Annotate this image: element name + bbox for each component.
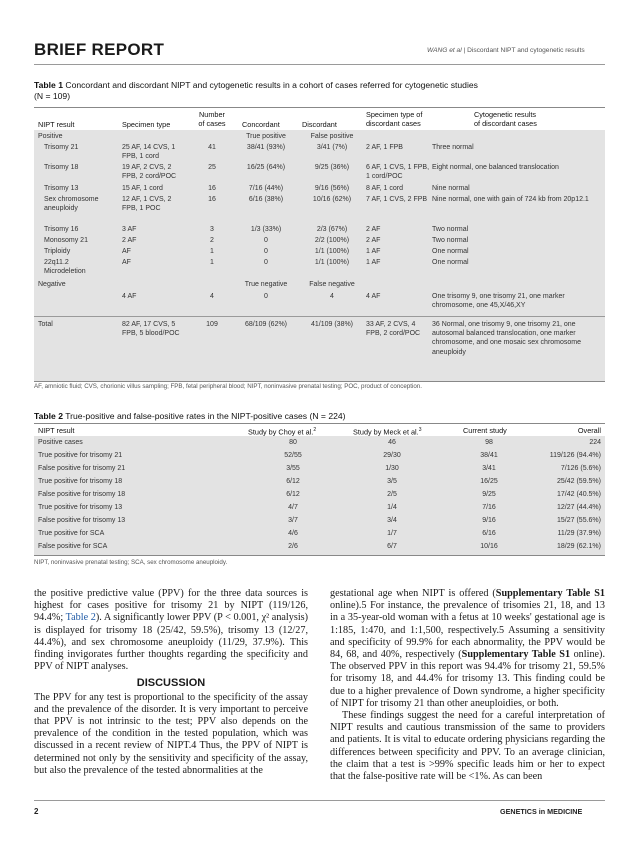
table1-cell-n: 16 (208, 185, 216, 192)
table2-cell-choy: 6/12 (286, 478, 300, 485)
table1-cell-result: Total (38, 321, 53, 328)
table1-cell-disc-specimen: 2 AF (366, 237, 381, 244)
table2-cell-choy: 52/55 (284, 452, 302, 459)
table1-label: Table 1 (34, 80, 63, 90)
table1-rows (34, 130, 605, 381)
table1-cell-n: 1 (210, 248, 214, 255)
t2-hdr-choy-text: Study by Choy et al. (248, 427, 314, 437)
table1-cell-n: 16 (208, 196, 216, 203)
footer-rule (34, 800, 605, 801)
table1-cell-cyto: One trisomy 9, one trisomy 21, one marker chromosome, one 45,X/46,XY (432, 293, 565, 310)
table1-group-concordant: True negative (244, 281, 288, 288)
table2-cell-meck: 6/7 (387, 543, 397, 550)
table1-cell-specimen: 2 AF (122, 237, 137, 244)
table2-cell-choy: 2/6 (288, 543, 298, 550)
table2-cell-overall: 18/29 (62.1%) (557, 543, 601, 550)
supplementary-table-s1-ref-2[interactable]: Supplementary Table S1 (461, 649, 571, 661)
t1-hdr-number (190, 110, 234, 128)
t1-hdr-cyto-l1: Cytogenetic results (474, 110, 537, 119)
table1-cell-cyto: One normal (432, 248, 469, 255)
table2-caption-text: True-positive and false-positive rates in the NIPT-positive cases (N = 224) (65, 411, 346, 421)
table1-cell-n: 25 (208, 164, 216, 171)
table1-cell-cyto: Nine normal (432, 185, 470, 192)
running-header-title: Discordant NIPT and cytogenetic results (467, 47, 585, 54)
table2-cell-current: 7/16 (482, 504, 496, 511)
table2-cell-result: True positive for SCA (38, 530, 105, 537)
table1-caption (34, 80, 604, 101)
table2-cell-current: 10/16 (480, 543, 498, 550)
table1-cell-discordant: 9/16 (56%) (314, 185, 350, 192)
table2-footnote: NIPT, noninvasive prenatal testing; SCA, sex chromosome aneuploidy. (34, 559, 228, 566)
table1-cell-concordant: 7/16 (44%) (248, 185, 284, 192)
table2-cell-overall: 25/42 (59.5%) (557, 478, 601, 485)
table2-cell-overall: 119/126 (94.4%) (549, 452, 601, 459)
table1-cell-result: Trisomy 16 (44, 226, 79, 233)
t1-hdr-cyto-l2: of discordant cases (474, 119, 537, 128)
table1-cell-discordant: 2/3 (67%) (316, 226, 348, 233)
running-header (427, 47, 585, 54)
table1-cell-n: 4 (210, 293, 214, 300)
table2-cell-choy: 4/7 (288, 504, 298, 511)
table1-n: (N = 109) (34, 90, 71, 101)
table1-cell-specimen: 19 AF, 2 CVS, 2 FPB, 2 cord/POC (122, 164, 177, 181)
table1 (34, 107, 605, 381)
table2-cell-current: 98 (485, 439, 493, 446)
table1-cell-cyto: Two normal (432, 226, 469, 233)
table1-cell-specimen: 15 AF, 1 cord (122, 185, 163, 192)
table1-cell-cyto: Eight normal, one balanced translocation (432, 164, 559, 171)
body-right-p1c: online). The observed PPV in this report was 94.4% for trisomy 21, 59.5% for trisomy 18, and 44.4% for trisomy 13. This finding could be due to a higher prevalence of Down syndrome, a higher specificity of NIPT for trisomy 21 than other aneuploidies, or both. (330, 649, 605, 709)
table1-cell-disc-specimen: 33 AF, 2 CVS, 4 FPB, 2 cord/POC (366, 321, 421, 338)
t1-hdr-concordant: Concordant (242, 120, 280, 129)
table1-group-concordant: True positive (246, 133, 286, 140)
table1-group-discordant: False positive (310, 133, 354, 140)
t1-hdr-number-l2: of cases (198, 119, 226, 128)
table2-cell-overall: 7/126 (5.6%) (560, 465, 601, 472)
table1-cell-n: 41 (208, 144, 216, 151)
table1-cell-n: 2 (210, 237, 214, 244)
body-left-column (34, 588, 308, 777)
table1-cell-disc-specimen: 7 AF, 1 CVS, 2 FPB (366, 196, 428, 203)
table1-caption-text: Concordant and discordant NIPT and cytogenetic results in a cohort of cases referred for cytogenetic studies (65, 80, 478, 90)
t2-hdr-meck-ref: 3 (418, 427, 422, 433)
table1-cell-discordant: 2/2 (100%) (314, 237, 350, 244)
table2-cell-overall: 12/27 (44.4%) (557, 504, 601, 511)
body-right-p1b: online).5 For instance, the prevalence of trisomies 21, 18, and 13 in a 35-year-old woman with a fetus at 10 weeks' gestational age is 1:185, 1:470, and 1:1,500, respectively.5 Assuming a sensitivity and specificity of 99.9% for each abnormality, the PPV would be 84, 68, and 40%, respectively ( (330, 600, 605, 661)
table1-cell-specimen: AF (122, 248, 131, 255)
table1-cell-specimen: 25 AF, 14 CVS, 1 FPB, 1 cord (122, 144, 176, 161)
running-header-authors: WANG et al (427, 47, 462, 54)
table1-cell-concordant: 38/41 (93%) (246, 144, 286, 151)
table2-cell-choy: 3/7 (288, 517, 298, 524)
t1-hdr-disc-specimen-l2: discordant cases (366, 119, 421, 128)
t1-hdr-discordant: Discordant (302, 120, 337, 129)
table1-group-discordant: False negative (309, 281, 355, 288)
table1-cell-n: 3 (210, 226, 214, 233)
table1-cell-result: Trisomy 13 (44, 185, 79, 192)
table1-cell-specimen: 3 AF (122, 226, 137, 233)
table1-cell-concordant: 0 (264, 293, 268, 300)
table1-cell-cyto: Two normal (432, 237, 469, 244)
t1-hdr-disc-specimen (366, 110, 422, 128)
table2-cell-current: 9/16 (482, 517, 496, 524)
table1-cell-concordant: 0 (264, 237, 268, 244)
table1-cell-specimen: 4 AF (122, 293, 137, 300)
table1-cell-cyto: Nine normal, one with gain of 724 kb from 20p12.1 (432, 196, 589, 203)
table1-cell-disc-specimen: 8 AF, 1 cord (366, 185, 403, 192)
table2-cell-result: True positive for trisomy 21 (38, 452, 123, 459)
table2-cell-meck: 1/30 (385, 465, 399, 472)
t2-hdr-overall: Overall (577, 426, 601, 435)
table2-reference-link[interactable]: Table 2 (65, 612, 96, 624)
table2-rows (34, 436, 605, 555)
table1-cell-result: Monosomy 21 (44, 237, 88, 244)
table2-cell-current: 16/25 (480, 478, 498, 485)
table1-cell-cyto: One normal (432, 259, 469, 266)
table1-cell-cyto: Three normal (432, 144, 474, 151)
table2-cell-meck: 2/5 (387, 491, 397, 498)
table1-cell-result: Triploidy (44, 248, 71, 255)
table1-footnote: AF, amniotic fluid; CVS, chorionic villus sampling; FPB, fetal peripheral blood; NIPT, noninvasive prenatal testing; POC, product of conception. (34, 383, 422, 390)
table1-total-separator (34, 316, 605, 317)
table1-cell-concordant: 16/25 (64%) (246, 164, 286, 171)
table2-cell-result: Positive cases (38, 439, 83, 446)
t1-hdr-disc-specimen-l1: Specimen type of (366, 110, 423, 119)
table1-cell-concordant: 68/109 (62%) (244, 321, 288, 328)
table2-label: Table 2 (34, 411, 63, 421)
table2-cell-result: True positive for trisomy 13 (38, 504, 123, 511)
table1-cell-concordant: 1/3 (33%) (250, 226, 282, 233)
table2-cell-current: 38/41 (480, 452, 498, 459)
body-right-paragraph-1 (330, 588, 605, 710)
table1-cell-disc-specimen: 6 AF, 1 CVS, 1 FPB, 1 cord/POC (366, 164, 430, 181)
table1-cell-discordant: 41/109 (38%) (310, 321, 354, 328)
t2-hdr-meck-text: Study by Meck et al. (353, 427, 419, 437)
body-right-p1a: gestational age when NIPT is offered ( (330, 588, 496, 599)
section-title: BRIEF REPORT (34, 40, 165, 59)
table2-cell-result: False positive for trisomy 21 (38, 465, 126, 472)
t2-hdr-nipt: NIPT result (38, 426, 75, 435)
table2-cell-overall: 11/29 (37.9%) (557, 530, 601, 537)
running-header-separator: | (463, 47, 466, 54)
table2-cell-choy: 3/55 (286, 465, 300, 472)
table2-cell-result: False positive for SCA (38, 543, 108, 550)
journal-name: GENETICS in MEDICINE (500, 807, 583, 816)
table2-cell-result: True positive for trisomy 18 (38, 478, 123, 485)
table2-cell-overall: 17/42 (40.5%) (557, 491, 601, 498)
table2-cell-meck: 1/7 (387, 530, 397, 537)
t1-hdr-nipt: NIPT result (38, 120, 75, 129)
t1-hdr-cyto (474, 110, 537, 128)
table2-cell-current: 3/41 (482, 465, 496, 472)
table2-caption (34, 411, 604, 422)
table2-cell-meck: 3/4 (387, 517, 397, 524)
table2-cell-result: False positive for trisomy 18 (38, 491, 126, 498)
t1-hdr-specimen: Specimen type (122, 120, 171, 129)
header-rule (34, 64, 605, 65)
table2-cell-choy: 4/6 (288, 530, 298, 537)
page-number: 2 (34, 807, 39, 816)
table1-cell-specimen: 82 AF, 17 CVS, 5 FPB, 5 blood/POC (122, 321, 180, 338)
table1-group-label: Positive (38, 133, 63, 140)
table2-cell-meck: 1/4 (387, 504, 397, 511)
table1-cell-result: 22q11.2 Microdeletion (44, 259, 86, 276)
table1-cell-n: 109 (206, 321, 218, 328)
table2-cell-meck: 46 (388, 439, 396, 446)
table1-cell-concordant: 6/16 (38%) (248, 196, 284, 203)
t2-hdr-current: Current study (463, 426, 507, 435)
t1-hdr-number-l1: Number (199, 110, 225, 119)
table1-group-label: Negative (38, 281, 66, 288)
table1-cell-specimen: 12 AF, 1 CVS, 2 FPB, 1 POC (122, 196, 172, 213)
table1-cell-specimen: AF (122, 259, 131, 266)
t2-hdr-choy-ref: 2 (313, 427, 317, 433)
table2-cell-current: 6/16 (482, 530, 496, 537)
table1-cell-result: Trisomy 21 (44, 144, 79, 151)
table1-cell-disc-specimen: 1 AF (366, 248, 381, 255)
table1-header (34, 107, 605, 131)
table2-cell-overall: 224 (589, 439, 601, 446)
body-right-paragraph-2: These findings suggest the need for a careful interpretation of NIPT results and cautious transmission of the same to providers and patients. It is vital to educate ordering physicians regarding the differences between specificity and PPV. To an average clinician, the claim that a test is >99% specific leads him or her to expect that the false-positive rate will be <1%. As can been (330, 710, 605, 783)
body-left-paragraph-1 (34, 588, 308, 673)
table2-cell-choy: 6/12 (286, 491, 300, 498)
table1-cell-n: 1 (210, 259, 214, 266)
table1-cell-discordant: 3/41 (7%) (316, 144, 348, 151)
table1-cell-result: Trisomy 18 (44, 164, 79, 171)
table2-cell-meck: 29/30 (383, 452, 401, 459)
table2-header (34, 423, 605, 437)
table1-cell-disc-specimen: 2 AF, 1 FPB (366, 144, 403, 151)
table1-cell-discordant: 10/16 (62%) (312, 196, 352, 203)
t2-hdr-meck (353, 426, 421, 436)
table2-cell-result: False positive for trisomy 13 (38, 517, 126, 524)
table1-cell-discordant: 4 (330, 293, 334, 300)
table2-cell-overall: 15/27 (55.6%) (557, 517, 601, 524)
table2 (34, 423, 605, 555)
table1-cell-disc-specimen: 1 AF (366, 259, 381, 266)
table1-cell-disc-specimen: 4 AF (366, 293, 381, 300)
t2-hdr-choy (248, 426, 316, 436)
table1-cell-cyto: 36 Normal, one trisomy 9, one trisomy 21, one autosomal balanced translocation, one marker chromosome, and one mosaic sex chromosome aneuploidy (432, 321, 582, 356)
table2-cell-choy: 80 (289, 439, 297, 446)
table1-cell-concordant: 0 (264, 259, 268, 266)
supplementary-table-s1-ref-1[interactable]: Supplementary Table S1 (495, 588, 605, 599)
table1-cell-discordant: 1/1 (100%) (314, 259, 350, 266)
body-left-p1a: the positive predictive value (PPV) for the three data sources is highest for cases positive for trisomy 21 by NIPT (119/126, 94.4%; (34, 588, 308, 624)
table1-cell-disc-specimen: 2 AF (366, 226, 381, 233)
table1-cell-discordant: 9/25 (36%) (314, 164, 350, 171)
table1-cell-discordant: 1/1 (100%) (314, 248, 350, 255)
body-left-paragraph-2: The PPV for any test is proportional to the specificity of the assay and the prevalence of the disorder. It is very important to perceive that PPV is not intrinsic to the test; PPV also depends on the prevalence of the condition in the tested population, which was discussed in a recent review of NIPT.4 Thus, the PPV of NIPT is determined not only by the sensitivity and specificity of the assay, but also the prevalence of the tested abnormalities at the (34, 691, 308, 776)
discussion-heading: DISCUSSION (136, 677, 206, 690)
table1-cell-concordant: 0 (264, 248, 268, 255)
table2-cell-current: 9/25 (482, 491, 496, 498)
table2-cell-meck: 3/5 (387, 478, 397, 485)
table1-cell-result: Sex chromosome aneuploidy (44, 196, 99, 213)
body-left-p1b: ). A significantly lower PPV (P < 0.001, χ² analysis) is displayed for trisomy 18 (25/42, 59.5%), trisomy 13 (12/27, 44.4%), and sex chromosome aneuploidy (11/29, 37.9%). This finding invigorates further thoughts regarding the specificity and PPV of NIPT analyses. (34, 612, 309, 673)
body-right-column (330, 588, 605, 783)
